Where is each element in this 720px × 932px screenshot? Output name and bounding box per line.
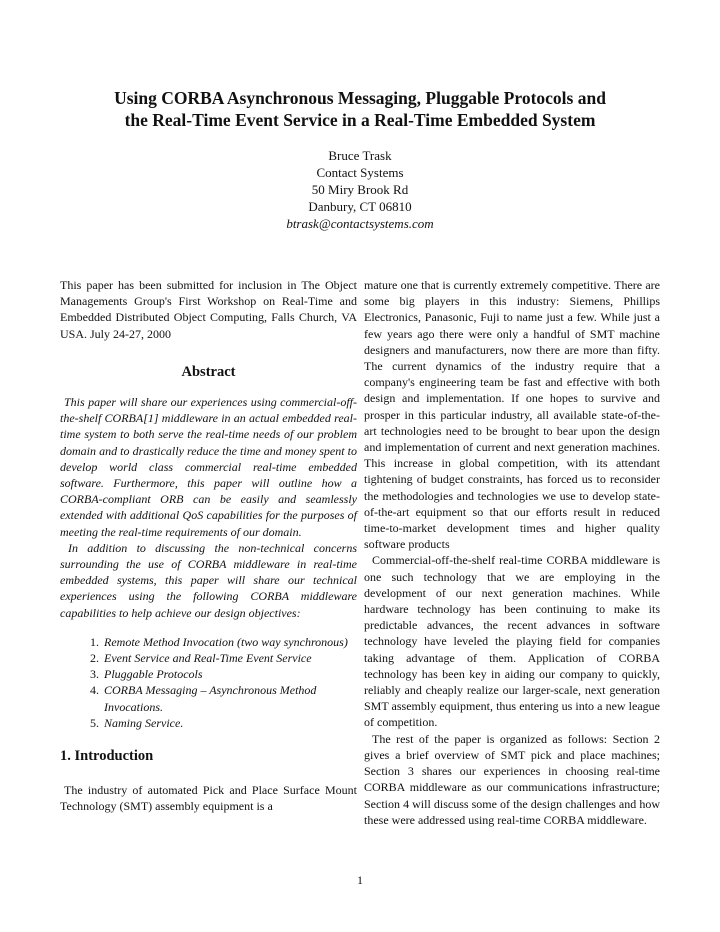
author-name: Bruce Trask — [328, 148, 392, 163]
author-street: 50 Miry Brook Rd — [311, 182, 409, 197]
right-column — [364, 277, 660, 828]
abstract-paragraph: This paper will share our experiences using commercial-off-the-shelf CORBA[1] middleware in an actual embedded real-time system to both serve the real-time needs of our problem domain and to drastically reduce the time and money spent to develop world class commercial real-time embedded software. Furthermore, this paper will outline how a CORBA-compliant ORB can be easily and seamlessly extended with additional QoS capabilities for the purposes of meeting the real-time requirements of our domain. — [60, 395, 357, 539]
objectives-list — [60, 634, 357, 731]
left-column — [60, 277, 357, 815]
page-number: 1 — [357, 873, 363, 887]
abstract-body — [60, 394, 357, 621]
author-city: Danbury, CT 06810 — [308, 199, 412, 214]
list-item: 3. Pluggable Protocols — [102, 666, 357, 682]
intro-paragraph: Commercial-off-the-shelf real-time CORBA middleware is one such technology that we are employing in the development of our next generation machines. While hardware technology has been continuing to make its predictable advances, the recent advances in software technology have leveled the playing field for companies taking advantage of them. Application of CORBA technology has been key in aiding our company to quickly, reliably and cheaply realize our larger-scale, next generation SMT assembly equipment, thus entering us into a new league of competition. — [364, 553, 660, 730]
intro-paragraph-continued: mature one that is currently extremely competitive. There are some big players in this industry: Siemens, Phillips Electronics, Panasonic, Fuji to name just a few. While just a few years ago there were only a handful of SMT machine designers and manufacturers, now there are more than fifty. The current dynamics of the industry require that a company's engineering team be fast and effective with both design and implementation. If one hopes to survive and prosper in this particular industry, all available state-of-the-art technologies need to be brought to bear upon the design and implementation of current and next generation machines. This increase in global competition, with its attendant tightening of budget constraints, has forced us to reconsider the methodologies and technologies we use to develop state-of-the-art equipment so that our efforts result in reduced time-to-market development times and higher quality software products — [364, 278, 660, 552]
list-item: 5. Naming Service. — [102, 715, 357, 731]
list-item: 4. CORBA Messaging – Asynchronous Method Invocations. — [102, 682, 357, 714]
author-organization: Contact Systems — [316, 165, 404, 180]
intro-paragraph: The industry of automated Pick and Place Surface Mount Technology (SMT) assembly equipment is a — [60, 783, 357, 814]
title-line: Using CORBA Asynchronous Messaging, Pluggable Protocols and — [114, 88, 606, 108]
title-line: the Real-Time Event Service in a Real-Time Embedded System — [124, 110, 596, 130]
author-block — [0, 147, 720, 232]
abstract-paragraph: In addition to discussing the non-technical concerns surrounding the use of CORBA middleware in real-time embedded systems, this paper will share our technical experiences using the following CORBA middleware capabilities to help achieve our design objectives: — [60, 540, 357, 620]
abstract-heading: Abstract — [181, 363, 236, 380]
paper-title — [0, 87, 720, 131]
list-item: 1. Remote Method Invocation (two way synchronous) — [102, 634, 357, 650]
author-email: btrask@contactsystems.com — [286, 216, 434, 231]
list-item: 2. Event Service and Real-Time Event Service — [102, 650, 357, 666]
section-heading-introduction: 1. Introduction — [60, 748, 154, 765]
intro-paragraph: The rest of the paper is organized as follows: Section 2 gives a brief overview of SMT pick and place machines; Section 3 shares our experiences in choosing real-time CORBA middleware as our communications infrastructure; Section 4 will discuss some of the design challenges and how these were addressed using real-time CORBA middleware. — [364, 731, 660, 827]
submission-note: This paper has been submitted for inclusion in The Object Managements Group's First Workshop on Real-Time and Embedded Distributed Object Computing, Falls Church, VA USA. July 24-27, 2000 — [60, 278, 357, 341]
